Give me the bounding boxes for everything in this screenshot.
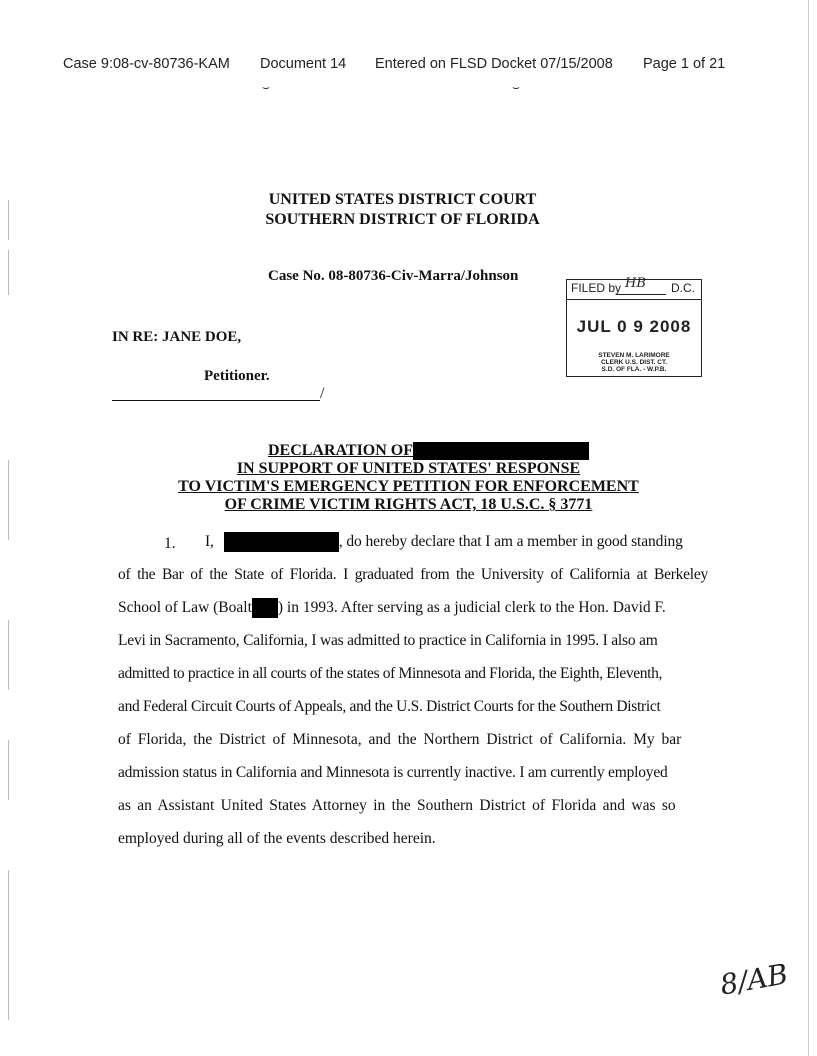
case-number-header: Case 9:08-cv-80736-KAM [63, 56, 230, 72]
petitioner-label: Petitioner. [204, 368, 270, 384]
page-edge-line [808, 0, 809, 1056]
paragraph-text: I, [205, 533, 214, 550]
scan-artifact [8, 870, 9, 1020]
caption-line [112, 400, 320, 401]
case-number: Case No. 08-80736-Civ-Marra/Johnson [268, 268, 519, 284]
paragraph-text: , do hereby declare that I am a member in good standing [338, 533, 683, 550]
declaration-title [0, 442, 817, 514]
title-line-1 [40, 442, 817, 460]
redaction-block [252, 598, 278, 618]
title-line-2: IN SUPPORT OF UNITED STATES' RESPONSE [236, 460, 581, 478]
paragraph-line [118, 525, 708, 558]
dc-label: D.C. [671, 281, 695, 295]
redaction-block [224, 532, 339, 552]
docket-entry: Entered on FLSD Docket 07/15/2008 [375, 56, 613, 72]
filing-header [63, 56, 743, 76]
paragraph-number: 1. [164, 535, 176, 552]
court-name: UNITED STATES DISTRICT COURT [268, 191, 537, 208]
paragraph-line: Levi in Sacramento, California, I was admitted to practice in California in 1995. I also am [118, 632, 658, 649]
court-district: SOUTHERN DISTRICT OF FLORIDA [265, 211, 540, 228]
filed-by-label: FILED by [571, 281, 622, 295]
clerk-district: S.D. OF FLA. - W.P.B. [601, 366, 667, 373]
filed-date: JUL 0 9 2008 [576, 317, 692, 336]
redaction-block [413, 442, 589, 460]
document-number: Document 14 [260, 56, 347, 72]
clerk-title: CLERK U.S. DIST. CT. [600, 359, 668, 366]
clerk-name: STEVEN M. LARIMORE [598, 352, 670, 359]
paragraph-line: admission status in California and Minnesota is currently inactive. I am currently employed [118, 764, 668, 781]
court-heading [0, 190, 817, 230]
paragraph-line: admitted to practice in all courts of the states of Minnesota and Florida, the Eighth, Eleventh, [118, 665, 663, 682]
paragraph-line [118, 591, 708, 624]
filed-by-line [616, 294, 666, 295]
handwritten-initials: 8/AB [717, 957, 791, 1002]
scan-artifact [8, 620, 9, 690]
filed-by-initials: HB [625, 276, 646, 291]
paragraph-line: of the Bar of the State of Florida. I graduated from the University of California at Berkeley [118, 566, 708, 583]
title-text-1: DECLARATION OF [267, 442, 414, 459]
paragraph-line: employed during all of the events described herein. [118, 830, 436, 847]
filed-stamp [566, 276, 702, 377]
paragraph-1 [118, 525, 708, 855]
title-line-4: OF CRIME VICTIM RIGHTS ACT, 18 U.S.C. § 3771 [224, 496, 593, 514]
paragraph-line: as an Assistant United States Attorney in the Southern District of Florida and was so [118, 797, 676, 814]
in-re-caption: IN RE: JANE DOE, [112, 329, 242, 345]
paragraph-text: School of Law (Boalt [118, 599, 252, 616]
clerk-info [567, 352, 701, 373]
paragraph-text: ) in 1993. After serving as a judicial clerk to the Hon. David F. [277, 599, 666, 616]
title-line-3: TO VICTIM'S EMERGENCY PETITION FOR ENFORCEMENT [178, 478, 639, 496]
scan-mark: ⌣ [262, 80, 270, 94]
scan-mark: ⌣ [512, 80, 520, 94]
stamp-divider [567, 299, 701, 300]
paragraph-line: of Florida, the District of Minnesota, and the Northern District of California. My bar [118, 731, 682, 748]
scan-artifact [8, 250, 9, 295]
page-number: Page 1 of 21 [643, 56, 726, 72]
paragraph-line: and Federal Circuit Courts of Appeals, and the U.S. District Courts for the Southern District [118, 698, 661, 715]
caption-slash: / [320, 385, 325, 402]
scan-artifact [8, 740, 9, 800]
